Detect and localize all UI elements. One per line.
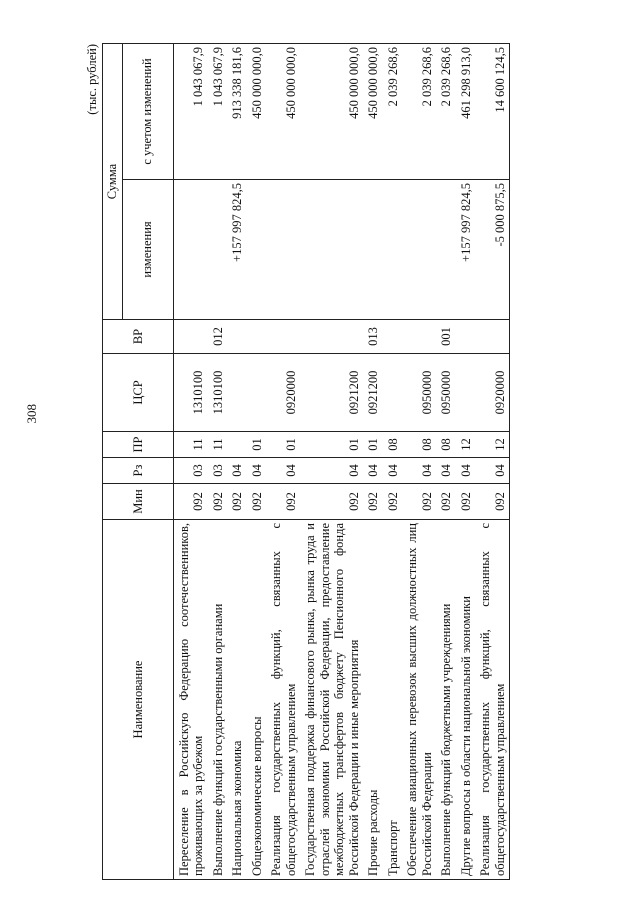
- cell-name: Переселение в Российскую Федерацию соотечественников, проживающих за рубежом: [173, 520, 208, 880]
- cell-vr: [402, 320, 436, 354]
- header-with-change: с учетом изменений: [122, 44, 173, 180]
- cell-pr: 11: [208, 432, 228, 458]
- cell-rz: 03: [173, 458, 208, 484]
- cell-vr: 012: [208, 320, 228, 354]
- cell-vr: [456, 320, 476, 354]
- cell-csr: 0920000: [266, 354, 300, 432]
- cell-total: 450 000 000,0: [363, 44, 383, 180]
- cell-csr: [383, 354, 403, 432]
- table-row: [208, 44, 228, 880]
- cell-total: 450 000 000,0: [266, 44, 300, 180]
- cell-rz: 04: [436, 458, 456, 484]
- cell-pr: 11: [173, 432, 208, 458]
- cell-rz: 04: [300, 458, 363, 484]
- header-change: изменения: [122, 180, 173, 320]
- cell-total: 2 039 268,6: [436, 44, 456, 180]
- cell-min: 092: [456, 484, 476, 520]
- header-min: Мин: [103, 484, 174, 520]
- cell-csr: 0950000: [402, 354, 436, 432]
- cell-total: 2 039 268,6: [383, 44, 403, 180]
- header-rz: Рз: [103, 458, 174, 484]
- cell-name: Транспорт: [383, 520, 403, 880]
- cell-rz: 04: [227, 458, 247, 484]
- cell-total: 1 043 067,9: [208, 44, 228, 180]
- cell-min: 092: [300, 484, 363, 520]
- cell-change: [436, 180, 456, 320]
- cell-pr: [227, 432, 247, 458]
- header-sum: Сумма: [103, 44, 123, 320]
- cell-total: 450 000 000,0: [247, 44, 267, 180]
- cell-name: Реализация государственных функций, связанных с общегосударственным управлением: [475, 520, 510, 880]
- cell-pr: 12: [456, 432, 476, 458]
- cell-change: [402, 180, 436, 320]
- cell-change: [247, 180, 267, 320]
- header-name: Наименование: [103, 520, 174, 880]
- table-body: [173, 44, 510, 880]
- cell-rz: 04: [402, 458, 436, 484]
- cell-rz: 03: [208, 458, 228, 484]
- table-row: [402, 44, 436, 880]
- cell-name: Выполнение функций государственными органами: [208, 520, 228, 880]
- cell-min: 092: [402, 484, 436, 520]
- cell-total: 450 000 000,0: [300, 44, 363, 180]
- cell-vr: 013: [363, 320, 383, 354]
- cell-vr: [247, 320, 267, 354]
- cell-pr: 01: [300, 432, 363, 458]
- cell-change: [363, 180, 383, 320]
- table-row: [383, 44, 403, 880]
- cell-change: +157 997 824,5: [227, 180, 247, 320]
- cell-vr: [173, 320, 208, 354]
- cell-name: Прочие расходы: [363, 520, 383, 880]
- cell-total: 913 338 181,6: [227, 44, 247, 180]
- cell-min: 092: [383, 484, 403, 520]
- cell-name: Реализация государственных функций, связанных с общегосударственным управлением: [266, 520, 300, 880]
- table-row: [363, 44, 383, 880]
- cell-csr: [247, 354, 267, 432]
- cell-change: +157 997 824,5: [456, 180, 476, 320]
- cell-pr: 01: [266, 432, 300, 458]
- cell-change: [266, 180, 300, 320]
- rotated-page-content: [84, 44, 604, 880]
- cell-vr: [266, 320, 300, 354]
- cell-rz: 04: [266, 458, 300, 484]
- cell-csr: 1310100: [173, 354, 208, 432]
- cell-pr: 12: [475, 432, 510, 458]
- table-row: [436, 44, 456, 880]
- table-row: [300, 44, 363, 880]
- cell-csr: [227, 354, 247, 432]
- table-row: [475, 44, 510, 880]
- cell-change: [208, 180, 228, 320]
- budget-table: [102, 43, 510, 880]
- cell-name: Выполнение функций бюджетными учреждениями: [436, 520, 456, 880]
- cell-change: [383, 180, 403, 320]
- cell-min: 092: [266, 484, 300, 520]
- cell-vr: [383, 320, 403, 354]
- cell-csr: 0950000: [436, 354, 456, 432]
- table-row: [173, 44, 208, 880]
- cell-total: 14 600 124,5: [475, 44, 510, 180]
- cell-change: -5 000 875,5: [475, 180, 510, 320]
- units-label: (тыс. рублей): [85, 44, 99, 115]
- cell-vr: [227, 320, 247, 354]
- cell-min: 092: [208, 484, 228, 520]
- page-number: 308: [24, 404, 39, 424]
- table-row: [247, 44, 267, 880]
- cell-pr: 01: [363, 432, 383, 458]
- cell-rz: 04: [363, 458, 383, 484]
- cell-total: 461 298 913,0: [456, 44, 476, 180]
- cell-csr: 1310100: [208, 354, 228, 432]
- cell-min: 092: [363, 484, 383, 520]
- cell-name: Общеэкономические вопросы: [247, 520, 267, 880]
- cell-vr: 001: [436, 320, 456, 354]
- cell-rz: 04: [456, 458, 476, 484]
- cell-csr: [456, 354, 476, 432]
- cell-rz: 04: [247, 458, 267, 484]
- cell-vr: [475, 320, 510, 354]
- cell-name: Национальная экономика: [227, 520, 247, 880]
- header-vr: ВР: [103, 320, 174, 354]
- cell-csr: 0921200: [363, 354, 383, 432]
- table-row: [266, 44, 300, 880]
- cell-change: [300, 180, 363, 320]
- cell-min: 092: [173, 484, 208, 520]
- cell-name: Обеспечение авиационных перевозок высших должностных лиц Российской Федерации: [402, 520, 436, 880]
- cell-pr: 08: [436, 432, 456, 458]
- cell-pr: 08: [383, 432, 403, 458]
- table-row: [227, 44, 247, 880]
- cell-name: Государственная поддержка финансового рынка, рынка труда и отраслей экономики Российской Федерации, предоставление межбюджетных трансфертов бюджету Пенсионного фонда Российской Федерации и иные мероприятия: [300, 520, 363, 880]
- cell-rz: 04: [475, 458, 510, 484]
- cell-min: 092: [475, 484, 510, 520]
- header-pr: ПР: [103, 432, 174, 458]
- cell-name: Другие вопросы в области национальной экономики: [456, 520, 476, 880]
- table-row: [456, 44, 476, 880]
- cell-total: 2 039 268,6: [402, 44, 436, 180]
- cell-csr: 0921200: [300, 354, 363, 432]
- cell-min: 092: [436, 484, 456, 520]
- cell-rz: 04: [383, 458, 403, 484]
- cell-min: 092: [227, 484, 247, 520]
- cell-pr: 01: [247, 432, 267, 458]
- cell-vr: [300, 320, 363, 354]
- cell-min: 092: [247, 484, 267, 520]
- cell-csr: 0920000: [475, 354, 510, 432]
- cell-pr: 08: [402, 432, 436, 458]
- cell-change: [173, 180, 208, 320]
- cell-total: 1 043 067,9: [173, 44, 208, 180]
- header-csr: ЦСР: [103, 354, 174, 432]
